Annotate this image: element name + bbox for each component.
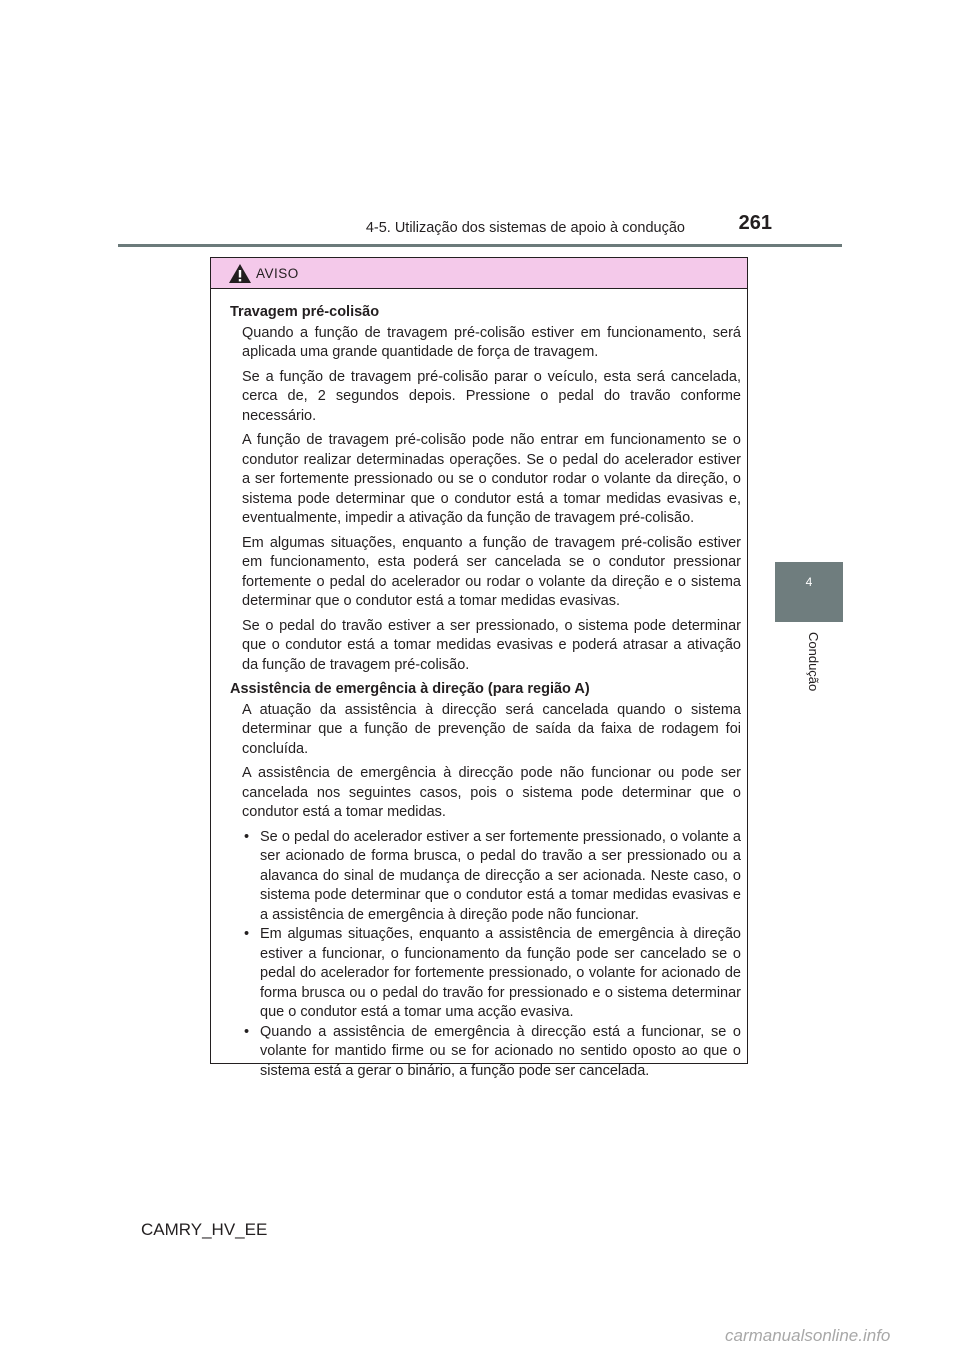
paragraph: A função de travagem pré-colisão pode não entrar em funcionamento se o condutor realizar determinadas operações. Se o pedal do acelerador estiver a ser fortemente pressionado ou se o condutor rodar o volante da direção, o sistema pode determinar que o condutor está a tomar medidas evasivas e, eventualmente, impedir a ativação da função de travagem pré-colisão. xyxy=(242,432,741,526)
header-rule xyxy=(118,244,842,247)
warning-body xyxy=(211,289,747,1081)
page-number: 261 xyxy=(738,212,772,234)
list-item: • Em algumas situações, enquanto a assistência de emergência à direção estiver a funcionar, o funcionamento da função pode ser cancelado se o pedal do acelerador for fortemente pressionado, o volante for acionado de forma brusca ou o pedal do travão for pressionado e o sistema determinar que o condutor está a tomar uma acção evasiva. xyxy=(242,925,741,1023)
section-title: 4-5. Utilização dos sistemas de apoio à condução xyxy=(365,220,685,236)
warning-box xyxy=(210,257,748,1079)
section-heading: Assistência de emergência à direção (para região A) xyxy=(230,681,590,697)
paragraph: Em algumas situações, enquanto a função de travagem pré-colisão estiver em funcionamento, esta poderá ser cancelada se o condutor pressionar fortemente o pedal do acelerador ou rodar o volante da direção e o sistema determinar que o condutor está a tomar medidas evasivas. xyxy=(242,534,741,609)
model-code: CAMRY_HV_EE xyxy=(141,1220,268,1239)
paragraph: Quando a função de travagem pré-colisão estiver em funcionamento, será aplicada uma grande quantidade de força de travagem. xyxy=(242,324,741,360)
list-item: • Se o pedal do acelerador estiver a ser fortemente pressionado, o volante a ser acionado de forma brusca, o pedal do travão a ser pressionado ou a alavanca do sinal de mudança de direcção a ser acionada. Neste caso, o sistema pode determinar que o condutor está a tomar medidas evasivas e a assistência de emergência à direção pode não funcionar. xyxy=(242,828,741,926)
section-heading: Travagem pré-colisão xyxy=(230,304,380,320)
paragraph: A assistência de emergência à direcção pode não funcionar ou pode ser cancelada nos seguintes casos, pois o sistema pode determinar que o condutor está a tomar medidas. xyxy=(242,765,741,820)
warning-triangle-icon xyxy=(228,263,252,284)
paragraph: Se a função de travagem pré-colisão parar o veículo, esta será cancelada, cerca de, 2 segundos depois. Pressione o pedal do travão conforme necessário. xyxy=(242,368,741,424)
paragraph: A atuação da assistência à direcção será cancelada quando o sistema determinar que a função de prevenção de saída da faixa de rodagem foi concluída. xyxy=(242,701,741,757)
watermark: carmanualsonline.info xyxy=(725,1326,891,1345)
chapter-number: 4 xyxy=(805,575,813,589)
list-item: • Quando a assistência de emergência à direcção está a funcionar, se o volante for mantido firme ou se for acionado no sentido oposto ao que o sistema está a gerar o binário, a função pode ser cancelada. xyxy=(242,1023,741,1082)
chapter-tab xyxy=(775,562,843,622)
warning-label: AVISO xyxy=(256,265,299,281)
chapter-label: Condução xyxy=(806,632,821,692)
warning-header xyxy=(211,258,747,289)
paragraph: Se o pedal do travão estiver a ser pressionado, o sistema pode determinar que o condutor está a tomar medidas evasivas e poderá atrasar a ativação da função de travagem pré-colisão. xyxy=(242,617,741,673)
bullet-list xyxy=(242,828,741,1082)
